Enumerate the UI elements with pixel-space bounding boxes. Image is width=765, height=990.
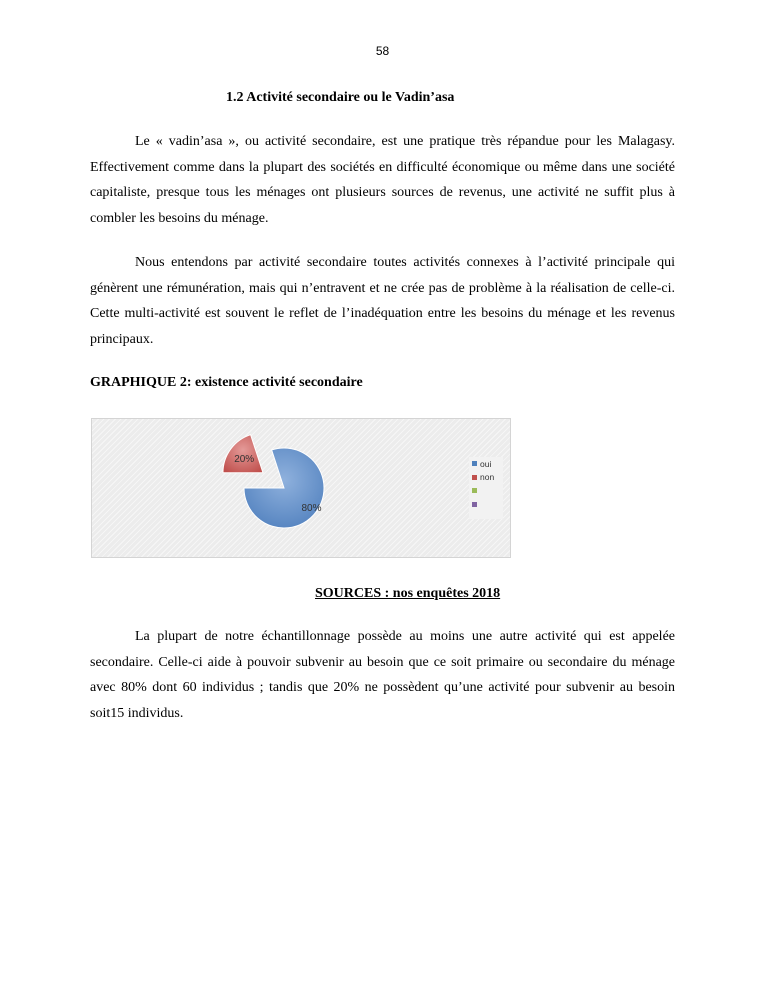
- legend-item-series-3: [469, 484, 503, 498]
- pie-data-label-oui: 80%: [301, 502, 322, 514]
- graph-caption: GRAPHIQUE 2: existence activité secondaire: [90, 375, 363, 390]
- pie-chart-plot: [92, 419, 510, 557]
- page-number: 58: [375, 44, 390, 58]
- legend-swatch: [472, 475, 477, 480]
- legend-item-non: [469, 471, 503, 485]
- section-title: 1.2 Activité secondaire ou le Vadin’asa: [226, 90, 455, 105]
- legend-label: non: [480, 472, 495, 483]
- pie-chart: [91, 418, 511, 558]
- legend-item-series-4: [469, 498, 503, 512]
- legend-label: oui: [480, 458, 492, 469]
- pie-data-label-non: 20%: [234, 454, 255, 466]
- legend-swatch: [472, 488, 477, 493]
- chart-legend: [469, 457, 503, 519]
- paragraph-analysis: La plupart de notre échantillonnage possède au moins une autre activité qui est appelée secondaire. Celle-ci aide à pouvoir subvenir au besoin que ce soit primaire ou secondaire du ménage avec 80% dont 60 individus ; tandis que 20% ne possèdent qu’une activité pour subvenir au besoin soit15 individus.: [90, 629, 675, 721]
- chart-source-note: SOURCES : nos enquêtes 2018: [315, 586, 501, 601]
- legend-swatch: [472, 502, 477, 507]
- paragraph-intro: Le « vadin’asa », ou activité secondaire, est une pratique très répandue pour les Malagasy. Effectivement comme dans la plupart des sociétés en difficulté économique ou même dans une société capitaliste, presque tous les ménages ont plusieurs sources de revenus, une activité ne suffit plus à combler les besoins du ménage.: [90, 134, 675, 226]
- legend-item-oui: [469, 457, 503, 471]
- legend-swatch: [472, 461, 477, 466]
- paragraph-definition: Nous entendons par activité secondaire toutes activités connexes à l’activité principale qui génèrent une rémunération, mais qui n’entravent et ne crée pas de problème à la réalisation de celle-ci. Cette multi-activité est souvent le reflet de l’inadéquation entre les besoins du ménage et les revenus principaux.: [90, 255, 675, 347]
